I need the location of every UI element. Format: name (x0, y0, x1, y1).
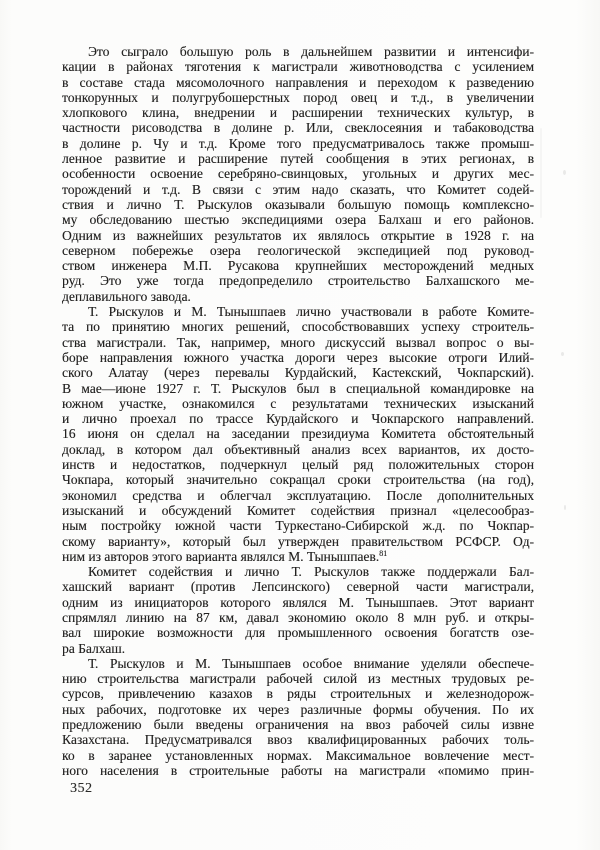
text-line: Одним из важнейших результатов их являлось открытие в 1928 г. на (62, 227, 534, 243)
text-line: доклад, в котором дал объективный анализ всех вариантов, их досто- (62, 441, 534, 457)
text-line: Казахстана. Предусматривался ввоз квалифицированных рабочих толь- (62, 732, 534, 748)
text-line: одним из инициаторов которого являлся М. Тынышпаев. Этот вариант (62, 594, 534, 610)
text-line: предложению были введены ограничения на ввоз рабочей силы извне (62, 717, 534, 733)
text-line: северном побережье озера геологической экспедицией под руковод- (62, 242, 534, 258)
scan-speck (563, 170, 566, 175)
text-line: и лично проехал по трассе Курдайского и Чокпарского направлений. (62, 411, 534, 427)
footnote-marker: 81 (379, 548, 388, 558)
text-line: в долине р. Чу и т.д. Кроме того предусматривалось также промыш- (62, 135, 534, 151)
paragraph-2 (62, 304, 534, 564)
text-line: ствия и лично Т. Рыскулов оказывали большую помощь комплексно- (62, 196, 534, 212)
text-line: изысканий и обсуждений Комитет содействия признал «целесообраз- (62, 502, 534, 518)
text-line: хашский вариант (против Лепсинского) северной части магистрали, (62, 579, 534, 595)
text-line: ленное развитие и расширение путей сообщения в этих регионах, в (62, 151, 534, 167)
paragraph-1 (62, 44, 534, 304)
text-line: руд. Это уже тогда предопределило строительство Балхашского ме- (62, 273, 534, 289)
text-line: деплавильного завода. (62, 288, 191, 304)
text-line: нию строительства магистрали рабочей силой из местных трудовых ре- (62, 671, 534, 687)
text-line: в составе стада мясомолочного направления и переходом к разведению (62, 74, 534, 90)
text-line: инств и недостатков, подчеркнул целый ряд положительных сторон (62, 457, 534, 473)
text-line: ра Балхаш. (62, 640, 126, 656)
text-line: ством инженера М.П. Русакова крупнейших месторождений медных (62, 258, 534, 274)
text-line: хлопкового клина, внедрении и расширении технических культур, в (62, 105, 534, 121)
text-line: ним из авторов этого варианта являлся М. Тынышпаев.$^{81}$ (62, 548, 388, 564)
scan-streak (540, 128, 542, 218)
text-line: Т. Рыскулов и М. Тынышпаев лично участвовали в работе Комите- (88, 304, 534, 320)
text-line: сурсов, привлечению казахов в ряды строительных и железнодорож- (62, 686, 534, 702)
text-line: боре направления южного участка дороги через высокие отроги Илий- (62, 349, 534, 365)
text-line: южном участке, ознакомился с результатами технических изысканий (62, 395, 534, 411)
text-line: Это сыграло большую роль в дальнейшем развитии и интенсифи- (88, 44, 534, 59)
scan-speck (564, 505, 566, 510)
text-line: 16 июня он сделал на заседании президиума Комитета обстоятельный (62, 426, 534, 442)
text-line: тонкорунных и полугрубошерстных пород овец и т.д., в увеличении (62, 89, 534, 105)
text-line: кации в районах тяготения к магистрали животноводства с усилением (62, 59, 534, 75)
text-line: вал широкие возможности для промышленного освоения богатств озе- (62, 625, 534, 641)
text-line: ного населения в строительные работы на магистрали «помимо прин- (62, 762, 534, 778)
text-line: особенности освоение серебряно-свинцовых, угольных и других мес- (62, 166, 534, 182)
text-line: Чокпара, который значительно сокращал сроки строительства (на год), (62, 472, 534, 488)
text-line: экономил средства и облегчал эксплуатацию. После дополнительных (62, 487, 534, 503)
paragraph-3 (62, 564, 534, 656)
text-line: скому варианту», который был утвержден правительством РСФСР. Од- (62, 533, 534, 549)
text-line: частности рисоводства в долине р. Или, свеклосеяния и табаководства (62, 120, 534, 136)
text-line: ных рабочих, подготовке их через различные формы обучения. По их (62, 701, 534, 717)
page-number: 352 (70, 781, 93, 796)
text-line: В мае—июне 1927 г. Т. Рыскулов был в специальной командировке на (62, 380, 534, 396)
text-line: ского Алатау (через перевалы Курдайский, Кастекский, Чокпарский). (62, 365, 534, 381)
paragraph-4 (62, 656, 534, 778)
text-line: спрямлял линию на 87 км, давал экономию около 8 млн руб. и откры- (62, 609, 534, 625)
text-line: та по принятию многих решений, способствовавших успеху строитель- (62, 319, 534, 335)
text-line: ко в заранее установленных нормах. Максимальное вовлечение мест- (62, 747, 534, 763)
text-line: му обследованию шестью экспедициями озера Балхаш и его районов. (62, 212, 534, 228)
text-line: торождений и т.д. В связи с этим надо сказать, что Комитет содей- (62, 181, 534, 197)
text-line: Комитет содействия и лично Т. Рыскулов также поддержали Бал- (88, 564, 534, 580)
text-line: ства магистрали. Так, например, много дискуссий вызвал вопрос о вы- (62, 334, 534, 350)
scan-speck (561, 352, 564, 356)
page-text (62, 44, 534, 778)
text-line: Т. Рыскулов и М. Тынышпаев особое внимание уделяли обеспече- (88, 655, 534, 671)
text-line: ным постройку южной части Туркестано-Сибирской ж.д. по Чокпар- (62, 518, 534, 534)
